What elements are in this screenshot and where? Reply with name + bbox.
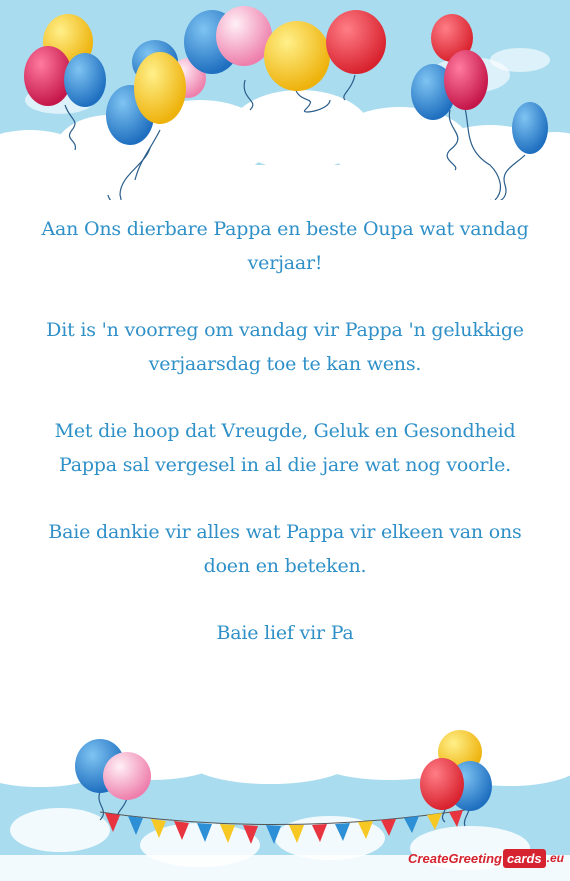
greeting-message	[25, 212, 545, 683]
message-line-greeting: Aan Ons dierbare Pappa en beste Oupa wat vandag verjaar!	[41, 218, 529, 274]
message-line-love: Baie lief vir Pa	[216, 622, 354, 644]
createtreetingcards-logo[interactable]	[408, 843, 564, 873]
logo-cards-box: cards	[503, 849, 546, 868]
top-balloons-illustration	[0, 0, 570, 200]
message-line-thanks: Baie dankie vir alles wat Pappa vir elkeen van ons doen en beteken.	[48, 521, 522, 577]
logo-text: CreateGreeting	[408, 850, 502, 866]
message-line-hope: Met die hoop dat Vreugde, Geluk en Gesondheid Pappa sal vergesel in al die jare wat nog voorle.	[54, 420, 516, 476]
message-line-wish: Dit is 'n voorreg om vandag vir Pappa 'n gelukkige verjaarsdag toe te kan wens.	[46, 319, 524, 375]
logo-domain: .eu	[546, 851, 564, 865]
